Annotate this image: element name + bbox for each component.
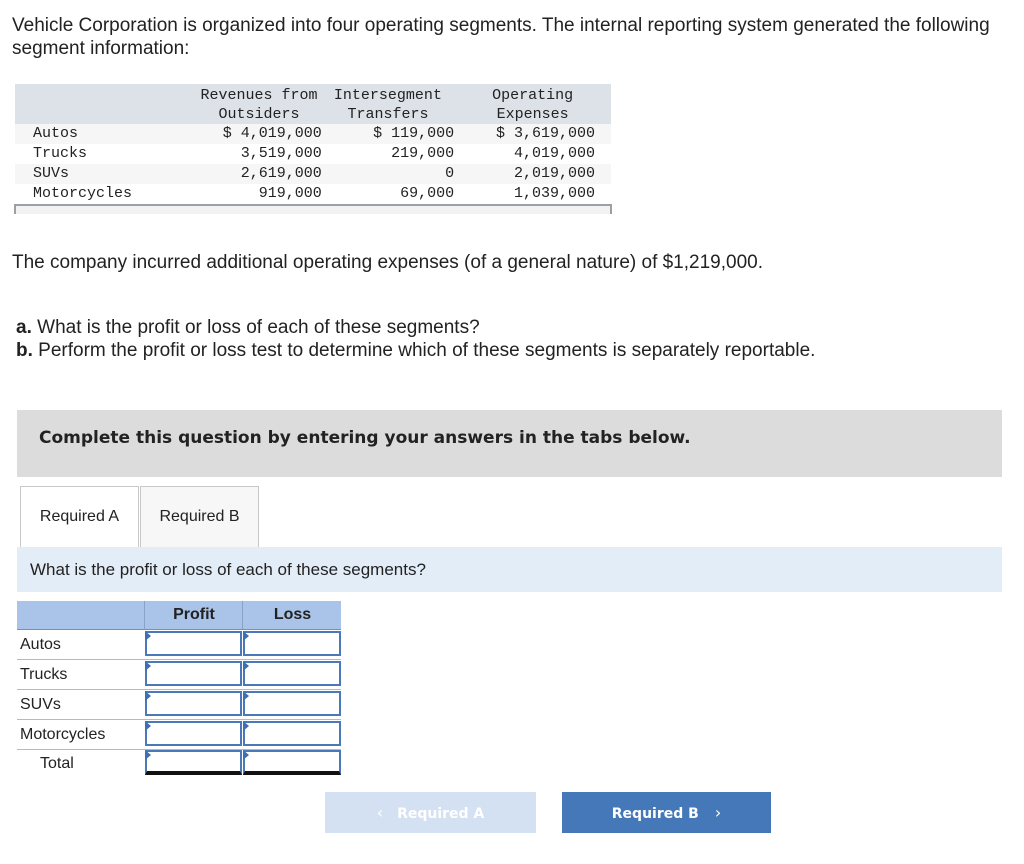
expenses-column-header <box>454 84 611 124</box>
suvs-loss-input[interactable] <box>243 691 341 716</box>
table-row <box>15 144 611 164</box>
expenses-value: 4,019,000 <box>454 144 611 164</box>
loss-column-header: Loss <box>242 601 342 629</box>
input-marker-icon <box>145 750 151 760</box>
segment-name: SUVs <box>15 164 196 184</box>
instruction-banner-text: Complete this question by entering your answers in the tabs below. <box>39 428 691 448</box>
next-tab-label: Required B <box>611 806 699 822</box>
footer-rule-cell <box>322 205 454 214</box>
previous-tab-label: Required A <box>397 806 485 822</box>
transfers-value: 69,000 <box>322 184 454 205</box>
table-row <box>15 184 611 205</box>
transfers-value: 219,000 <box>322 144 454 164</box>
table-row <box>15 124 611 144</box>
autos-profit-input[interactable] <box>145 631 242 656</box>
trucks-loss-input[interactable] <box>243 661 341 686</box>
answer-table-header <box>17 601 341 630</box>
questions-block <box>16 316 815 362</box>
input-marker-icon <box>243 721 249 731</box>
table-footer-rule <box>15 205 611 214</box>
transfers-column-header <box>322 84 454 124</box>
input-marker-icon <box>243 631 249 641</box>
input-marker-icon <box>243 750 249 760</box>
motorcycles-profit-input[interactable] <box>145 721 242 746</box>
answer-row-label: Autos <box>20 636 61 653</box>
footer-rule-cell <box>454 205 611 214</box>
answer-row-suvs <box>17 690 341 720</box>
chevron-left-icon: ‹ <box>376 803 384 822</box>
table-row <box>15 164 611 184</box>
input-marker-icon <box>243 691 249 701</box>
chevron-right-icon: › <box>714 803 722 822</box>
revenues-value: 919,000 <box>196 184 321 205</box>
profit-column-header: Profit <box>144 601 243 629</box>
revenues-value: 2,619,000 <box>196 164 321 184</box>
revenues-value: 3,519,000 <box>196 144 321 164</box>
expenses-value: $ 3,619,000 <box>454 124 611 144</box>
tab-required-a[interactable]: Required A <box>20 486 139 547</box>
input-marker-icon <box>243 661 249 671</box>
transfers-header-line2: Transfers <box>347 106 429 123</box>
question-b-label: b. <box>16 340 33 361</box>
transfers-value: $ 119,000 <box>322 124 454 144</box>
input-marker-icon <box>145 691 151 701</box>
answer-row-label: SUVs <box>20 696 61 713</box>
expenses-header-line1: Operating <box>492 87 574 104</box>
revenues-header-line1: Revenues from <box>200 87 318 104</box>
question-b-text: Perform the profit or loss test to determine which of these segments is separately reportable. <box>32 340 816 361</box>
answer-row-trucks <box>17 660 341 690</box>
transfers-header-line1: Intersegment <box>333 87 442 104</box>
question-b <box>16 339 815 362</box>
autos-loss-input[interactable] <box>243 631 341 656</box>
footer-rule-cell <box>15 205 196 214</box>
answer-row-label: Motorcycles <box>20 726 106 743</box>
segment-information-table <box>14 84 612 214</box>
expenses-value: 1,039,000 <box>454 184 611 205</box>
trucks-profit-input[interactable] <box>145 661 242 686</box>
instruction-banner <box>17 410 1002 477</box>
transfers-value: 0 <box>322 164 454 184</box>
next-tab-button[interactable] <box>562 792 771 833</box>
question-a <box>16 316 815 339</box>
suvs-profit-input[interactable] <box>145 691 242 716</box>
expenses-header-line2: Expenses <box>496 106 569 123</box>
previous-tab-button[interactable] <box>325 792 536 833</box>
answer-row-autos <box>17 630 341 660</box>
input-marker-icon <box>145 631 151 641</box>
segment-column-header <box>15 84 196 124</box>
revenues-value: $ 4,019,000 <box>196 124 321 144</box>
input-marker-icon <box>145 661 151 671</box>
segment-name: Motorcycles <box>15 184 196 205</box>
question-a-text: What is the profit or loss of each of these segments? <box>31 317 480 338</box>
problem-intro: Vehicle Corporation is organized into four operating segments. The internal reporting system generated the following segment information: <box>12 15 990 59</box>
input-marker-icon <box>145 721 151 731</box>
total-loss-input[interactable] <box>243 750 341 775</box>
expenses-value: 2,019,000 <box>454 164 611 184</box>
total-profit-input[interactable] <box>145 750 242 775</box>
footer-rule-cell <box>196 205 321 214</box>
question-prompt <box>17 547 1002 592</box>
answer-row-total <box>17 749 341 778</box>
segment-name: Trucks <box>15 144 196 164</box>
revenues-column-header <box>196 84 321 124</box>
motorcycles-loss-input[interactable] <box>243 721 341 746</box>
question-prompt-text: What is the profit or loss of each of these segments? <box>30 560 426 579</box>
answer-row-label: Trucks <box>20 666 68 683</box>
revenues-header-line2: Outsiders <box>218 106 300 123</box>
additional-expenses-text: The company incurred additional operating expenses (of a general nature) of $1,219,000. <box>12 252 763 273</box>
segment-name: Autos <box>15 124 196 144</box>
tab-required-b[interactable]: Required B <box>140 486 259 547</box>
question-a-label: a. <box>16 317 32 338</box>
answer-row-label: Total <box>40 755 74 772</box>
answer-row-motorcycles <box>17 720 341 750</box>
